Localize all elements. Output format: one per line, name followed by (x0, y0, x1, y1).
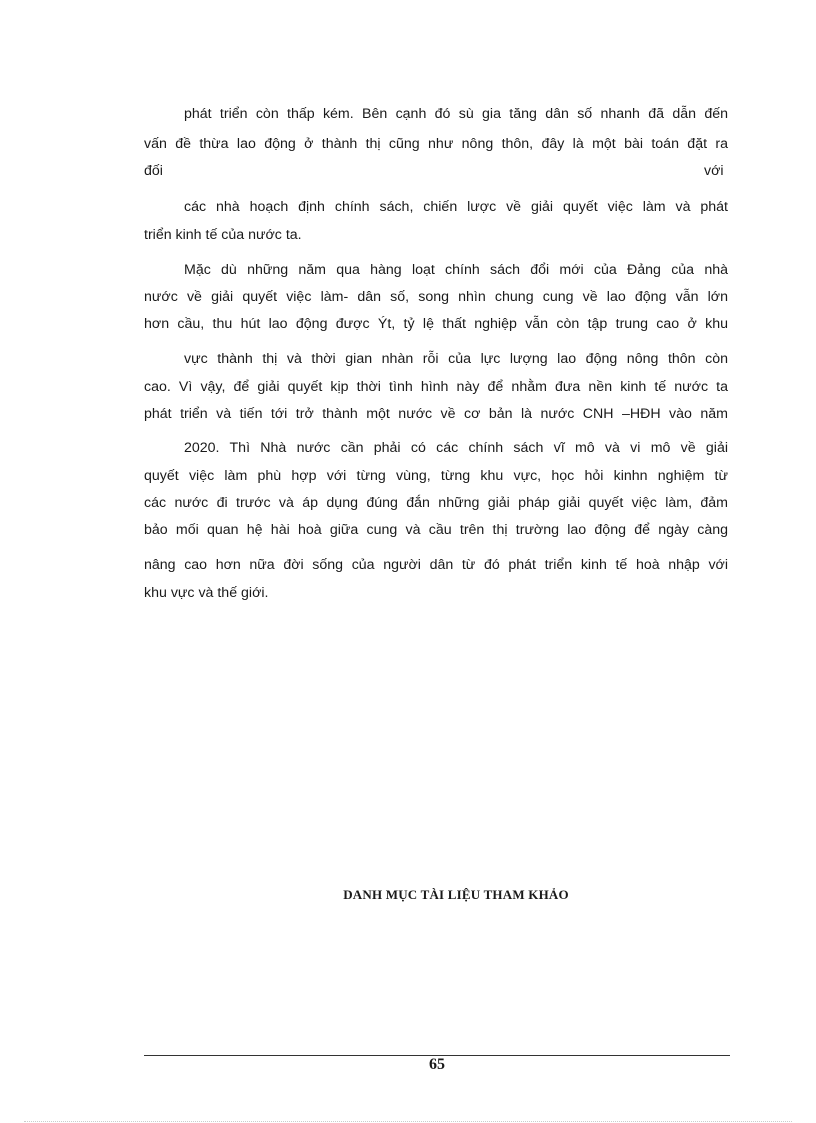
text-line: khu vực và thế giới. (144, 585, 269, 601)
text-line: cao. Vì vậy, để giải quyết kịp thời tình hình này để nhằm đưa nền kinh tế nước ta (144, 379, 728, 395)
text-line: 2020. Thì Nhà nước cần phải có các chính sách vĩ mô và vi mô về giải (184, 440, 728, 456)
page-bottom-border (24, 1121, 792, 1122)
page-number: 65 (429, 1056, 445, 1073)
text-line: bảo mối quan hệ hài hoà giữa cung và cầu trên thị trường lao động để ngày càng (144, 522, 728, 538)
text-line: triển kinh tế của nước ta. (144, 227, 302, 243)
text-line: phát triển còn thấp kém. Bên cạnh đó sù gia tăng dân số nhanh đã dẫn đến (184, 106, 728, 122)
text-line: quyết việc làm phù hợp với từng vùng, từng khu vực, học hỏi kinhn nghiệm từ (144, 468, 728, 484)
text-line: nước về giải quyết việc làm- dân số, song nhìn chung cung về lao động vẫn lớn (144, 289, 728, 305)
text-line: hơn cầu, thu hút lao động được Ýt, tỷ lệ thất nghiệp vẫn còn tập trung cao ở khu (144, 316, 728, 332)
text-line: các nhà hoạch định chính sách, chiến lược về giải quyết việc làm và phát (184, 199, 728, 215)
references-heading: DANH MỤC TÀI LIỆU THAM KHẢO (343, 887, 569, 902)
text-line: vấn đề thừa lao động ở thành thị cũng như nông thôn, đây là một bài toán đặt ra (144, 136, 728, 152)
text-line: với (704, 163, 724, 179)
text-line: đối (144, 163, 163, 179)
text-line: vực thành thị và thời gian nhàn rỗi của lực lượng lao động nông thôn còn (184, 351, 728, 367)
text-line: các nước đi trước và áp dụng đúng đắn những giải pháp giải quyết việc làm, đảm (144, 495, 728, 511)
text-line: Mặc dù những năm qua hàng loạt chính sách đổi mới của Đảng của nhà (184, 262, 728, 278)
text-line: phát triển và tiến tới trở thành một nước về cơ bản là nước CNH –HĐH vào năm (144, 406, 728, 422)
text-line: nâng cao hơn nữa đời sống của người dân từ đó phát triển kinh tế hoà nhập với (144, 557, 728, 573)
